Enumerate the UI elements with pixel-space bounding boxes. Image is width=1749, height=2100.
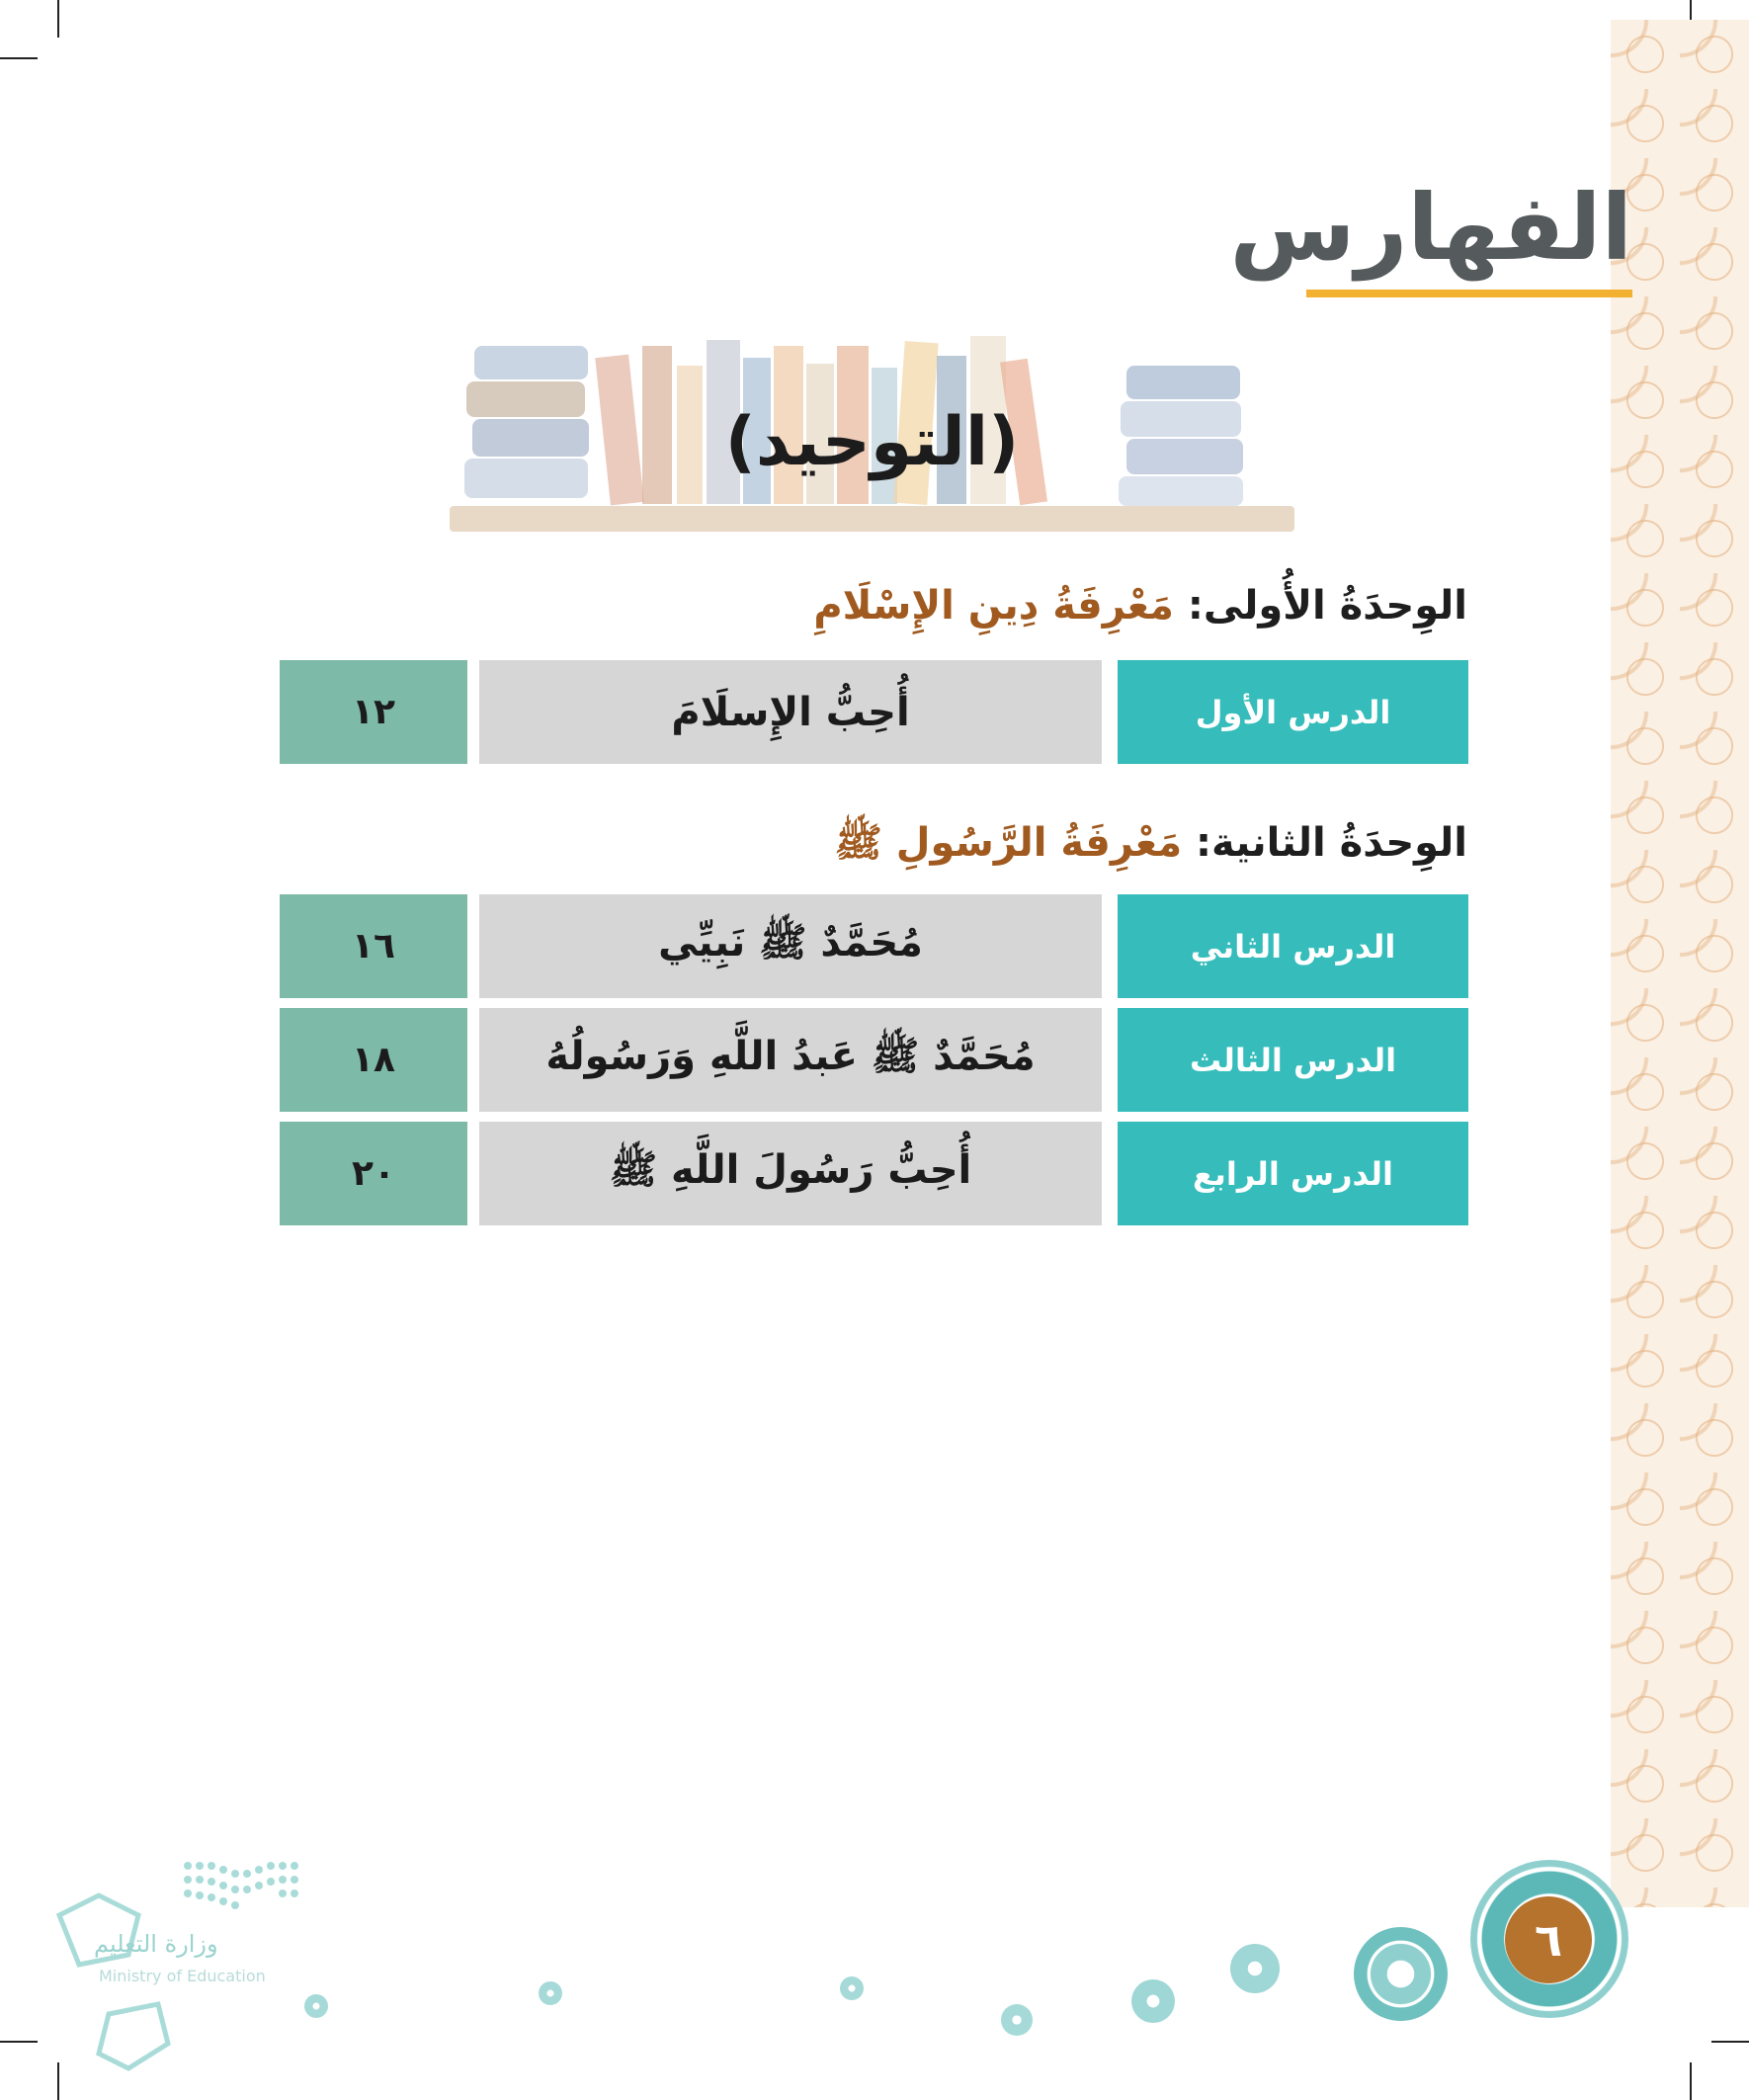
rosette-ornament [1001,2004,1033,2036]
decorative-side-pattern [1611,20,1749,1907]
unit-heading-name: مَعْرِفَةُ الرَّسُولِ ﷺ [834,820,1183,866]
ministry-name-ar: وزارة التعليم [94,1930,218,1958]
crop-mark [0,57,38,59]
lesson-page-number: ١٢ [280,660,467,764]
lesson-label: الدرس الثالث [1118,1008,1468,1112]
lesson-row[interactable] [280,894,1468,998]
crop-mark [0,2041,38,2043]
lesson-title: أُحِبُّ الإِسلَامَ [479,660,1102,764]
lesson-row[interactable] [280,1122,1468,1225]
lesson-title: أُحِبُّ رَسُولَ اللَّهِ ﷺ [479,1122,1102,1225]
rosette-ornament [1131,1979,1175,2023]
unit-heading-name: مَعْرِفَةُ دِينِ الإِسْلَامِ [813,583,1174,629]
crop-mark [1711,2041,1749,2043]
unit-heading [813,583,1467,629]
lesson-label: الدرس الثاني [1118,894,1468,998]
page-header [1229,175,1633,284]
bookshelf-banner [445,316,1299,558]
rosette-ornament [1354,1927,1448,2021]
ministry-name-en: Ministry of Education [99,1967,266,1985]
rosette-ornament [304,1994,328,2018]
title-underline [1306,290,1632,297]
page-title: الفهارس [1229,175,1632,281]
rosette-ornament [840,1976,864,2000]
lesson-label: الدرس الرابع [1118,1122,1468,1225]
ministry-of-education-logo [49,1856,306,2073]
unit-heading [835,818,1468,876]
lesson-page-number: ٢٠ [280,1122,467,1225]
lesson-row[interactable] [280,660,1468,764]
rosette-ornament [1230,1944,1280,1993]
lesson-page-number: ١٨ [280,1008,467,1112]
crop-mark [1690,2062,1692,2100]
unit-heading-prefix: الوِحدَةُ الأُولى: [1187,583,1467,629]
lesson-label: الدرس الأول [1118,660,1468,764]
crop-mark [57,0,59,38]
rosette-ornament [539,1981,562,2005]
lesson-page-number: ١٦ [280,894,467,998]
page-number: ٦ [1505,1896,1592,1983]
lesson-row[interactable] [280,1008,1468,1112]
unit-heading-prefix: الوِحدَةُ الثانية: [1196,820,1467,866]
lesson-title: مُحَمَّدٌ ﷺ عَبدُ اللَّهِ وَرَسُولُهُ [479,1008,1102,1112]
lesson-title: مُحَمَّدٌ ﷺ نَبِيِّي [479,894,1102,998]
subject-title: (التوحيد) [724,403,1020,481]
